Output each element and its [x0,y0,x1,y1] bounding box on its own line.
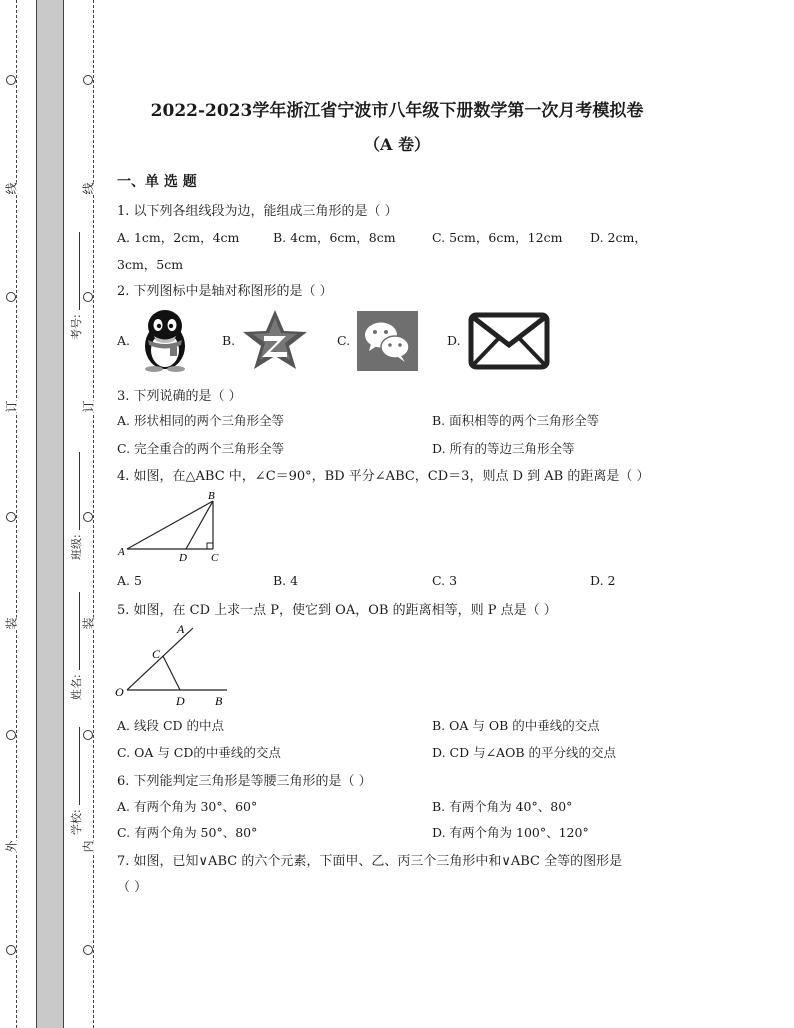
class-label: 班级: [70,534,83,560]
question-4-option-d[interactable]: D. 2 [590,573,616,588]
binding-hole-icon [83,945,93,955]
question-6-option-d[interactable]: D. 有两个角为 100°、120° [432,825,589,840]
question-6-stem: 6. 下列能判定三角形是等腰三角形的是（ ） [117,774,372,789]
question-5-option-d[interactable]: D. CD 与∠AOB 的平分线的交点 [432,745,616,760]
question-7-stem: 7. 如图，已知∨ABC 的六个元素，下面甲、乙、丙三个三角形中和∨ABC 全等的图形是 [117,854,623,869]
margin-char-outer: 线 [4,182,19,195]
margin-char-inner: 线 [81,182,96,195]
label-b: B [215,694,223,708]
question-1-option-d-cont: 3cm，5cm [117,257,184,272]
name-label: 姓名: [70,674,83,700]
binding-hole-icon [6,945,16,955]
margin-char-outer: 装 [4,617,19,630]
margin-char-outer: 订 [4,400,19,413]
question-1-option-b[interactable]: B. 4cm，6cm，8cm [273,230,396,245]
question-3-stem: 3. 下列说确的是（ ） [117,389,242,404]
question-2-option-b[interactable]: B. [222,333,236,348]
name-line [79,592,80,670]
margin-char-outer: 外 [4,840,19,853]
question-5-figure [113,620,233,710]
label-a: A [118,546,125,558]
binding-hole-icon [6,730,16,740]
section-single-choice: 一、单 选 题 [117,174,197,190]
label-o: O [115,685,124,699]
question-2-option-d[interactable]: D. [447,333,461,348]
name-field[interactable] [68,592,84,700]
qq-penguin-icon [134,308,196,372]
binding-hole-icon [6,75,16,85]
question-1-option-c[interactable]: C. 5cm，6cm，12cm [432,230,563,245]
exam-number-label: 考号: [70,314,83,340]
question-1-option-d[interactable]: D. 2cm， [590,230,647,245]
question-2-option-c[interactable]: C. [337,333,351,348]
label-d: D [176,694,185,708]
right-angle-mark [207,543,213,549]
label-c: C [211,552,219,564]
class-line [79,452,80,530]
wechat-icon [357,311,418,371]
question-2-option-a[interactable]: A. [117,333,131,348]
question-5-option-a[interactable]: A. 线段 CD 的中点 [117,718,225,733]
label-c: C [152,647,161,661]
binding-hole-icon [83,512,93,522]
question-1-option-a[interactable]: A. 1cm，2cm，4cm [117,230,240,245]
school-line [79,727,80,805]
class-field[interactable] [68,452,84,560]
margin-char-inner: 装 [81,617,96,630]
question-1-stem: 1. 以下列各组线段为边，能组成三角形的是（ ） [117,204,398,219]
question-7-stem-cont: （ ） [117,880,148,895]
question-5-stem: 5. 如图，在 CD 上求一点 P，使它到 OA，OB 的距离相等，则 P 点是（ ） [117,603,557,618]
school-field[interactable] [68,727,84,835]
school-label: 学校: [70,809,83,835]
question-4-option-a[interactable]: A. 5 [117,573,142,588]
binding-hole-icon [6,512,16,522]
label-d: D [179,552,187,564]
question-5-option-b[interactable]: B. OA 与 OB 的中垂线的交点 [432,718,600,733]
qzone-star-icon [240,308,310,372]
exam-number-field[interactable] [68,232,84,340]
question-6-option-c[interactable]: C. 有两个角为 50°、80° [117,825,258,840]
binding-hole-icon [83,75,93,85]
margin-char-inner: 内 [81,840,96,853]
margin-char-inner: 订 [81,400,96,413]
page-subtitle: （A 卷） [364,135,430,154]
label-b: B [208,490,215,502]
question-2-stem: 2. 下列图标中是轴对称图形的是（ ） [117,284,333,299]
binding-hole-icon [83,730,93,740]
page-title: 2022-2023学年浙江省宁波市八年级下册数学第一次月考模拟卷 [150,101,644,121]
question-6-option-a[interactable]: A. 有两个角为 30°、60° [117,799,258,814]
exam-number-line [79,232,80,310]
mail-envelope-icon [468,312,550,370]
question-4-figure [116,488,226,564]
segment-cd [163,656,180,690]
question-6-option-b[interactable]: B. 有两个角为 40°、80° [432,799,573,814]
question-5-option-c[interactable]: C. OA 与 CD的中垂线的交点 [117,745,281,760]
label-a: A [177,622,185,636]
binding-hole-icon [83,292,93,302]
question-4-stem: 4. 如图，在△ABC 中，∠C＝90°，BD 平分∠ABC，CD＝3，则点 D 到 AB 的距离是（ ） [117,469,650,484]
question-3-option-c[interactable]: C. 完全重合的两个三角形全等 [117,441,285,456]
question-4-option-b[interactable]: B. 4 [273,573,299,588]
question-3-option-d[interactable]: D. 所有的等边三角形全等 [432,441,575,456]
question-3-option-b[interactable]: B. 面积相等的两个三角形全等 [432,413,600,428]
binding-hole-icon [6,292,16,302]
question-3-option-a[interactable]: A. 形状相同的两个三角形全等 [117,413,284,428]
question-4-option-c[interactable]: C. 3 [432,573,458,588]
